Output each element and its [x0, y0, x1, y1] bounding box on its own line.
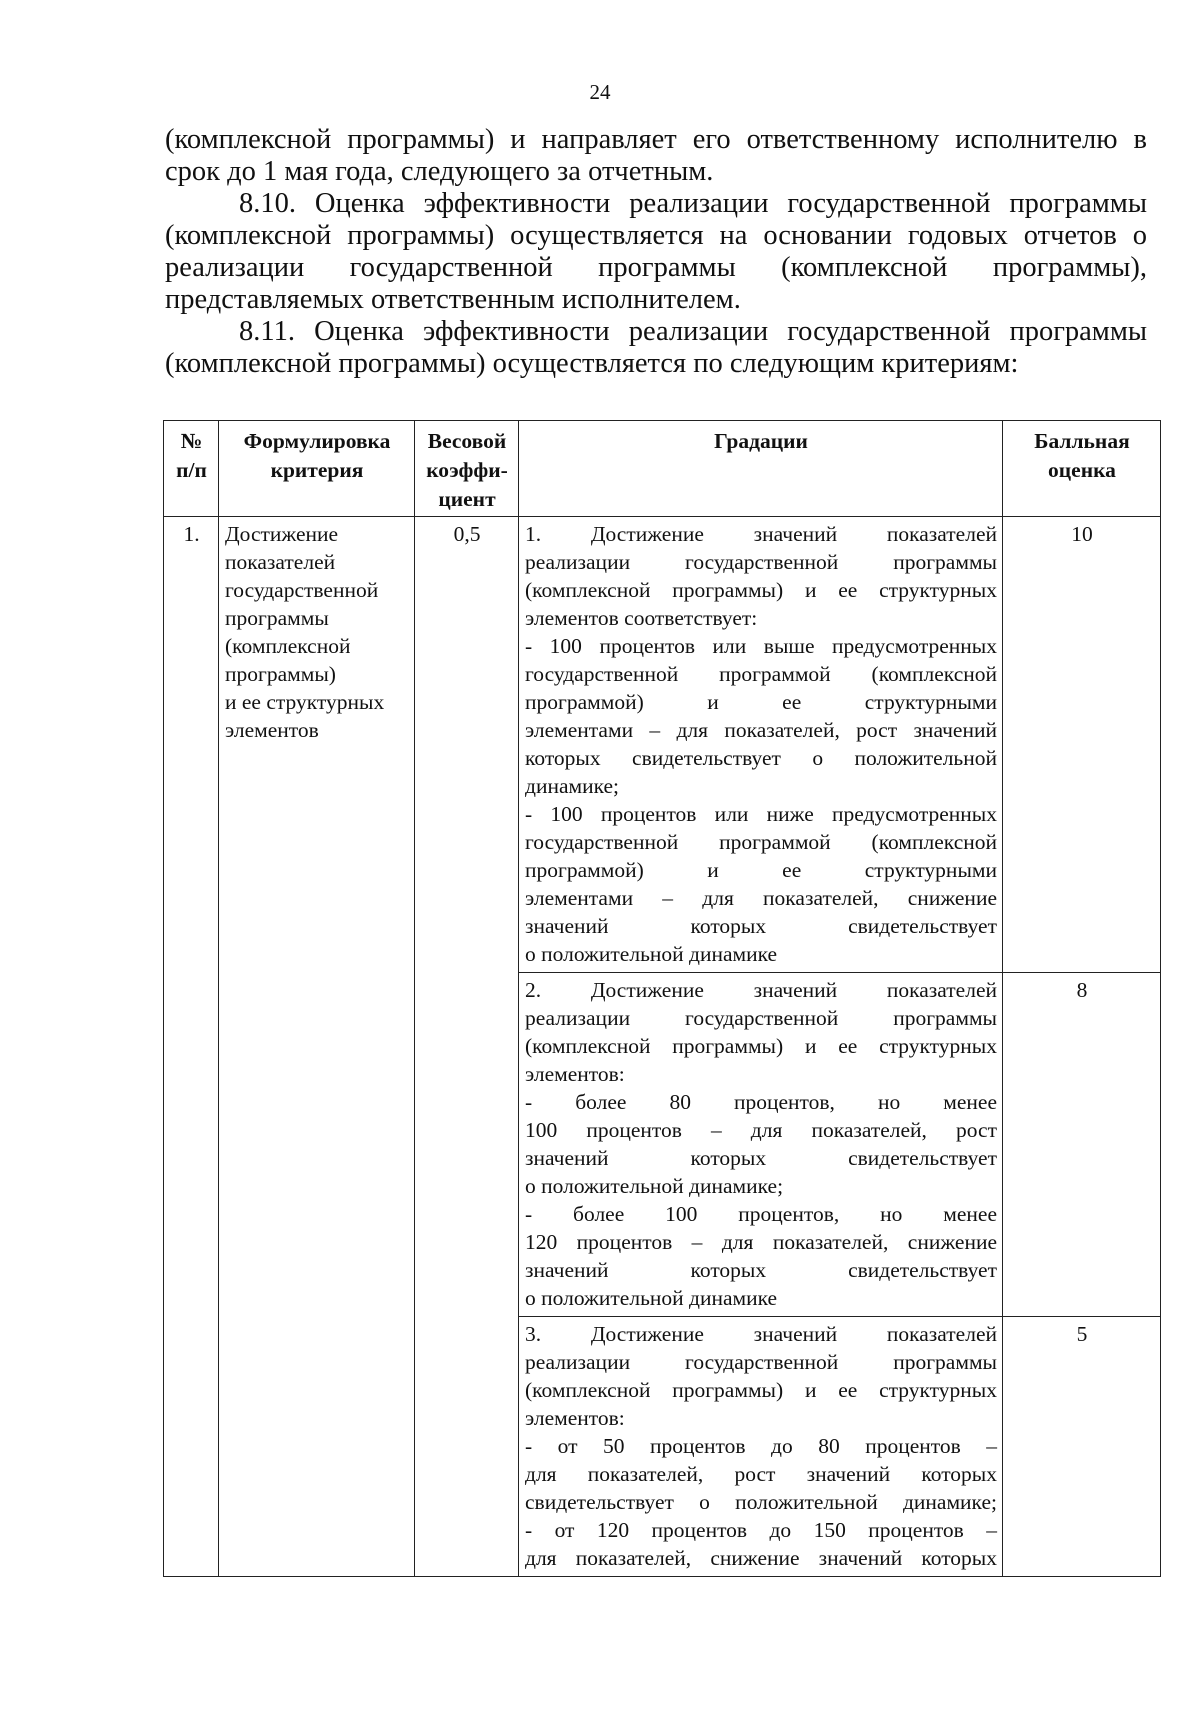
criterion-text	[219, 517, 415, 1577]
criterion-line: программы	[225, 606, 329, 630]
gradation-score: 5	[1003, 1317, 1161, 1577]
paragraph-8-11: 8.11. Оценка эффективности реализации государственной программы (комплексной программы) осуществляется по следующим критериям:	[165, 316, 1147, 379]
gradation-line: о положительной динамике;	[525, 1174, 784, 1198]
criteria-table	[163, 420, 1161, 1577]
gradation-line: элементов соответствует:	[525, 606, 758, 630]
gradation-text	[519, 1317, 1003, 1577]
criterion-line: и ее структурных	[225, 690, 385, 714]
gradation-line: - более 80 процентов, но менее	[525, 1090, 997, 1114]
page-number: 24	[589, 80, 611, 104]
gradation-line: (комплексной программы) и ее структурных	[525, 1034, 997, 1058]
gradation-line: (комплексной программы) и ее структурных	[525, 578, 997, 602]
header-num-line: п/п	[176, 458, 207, 482]
header-num-line: №	[180, 429, 203, 453]
gradation-line: государственной программой (комплексной	[525, 830, 997, 854]
gradation-line: реализации государственной программы	[525, 1350, 997, 1374]
gradation-line: 100 процентов – для показателей, рост	[525, 1118, 997, 1142]
table-header-row	[164, 421, 1161, 517]
header-criterion-line: Формулировка	[243, 429, 391, 453]
gradation-line: реализации государственной программы	[525, 550, 997, 574]
header-score-line: Балльная	[1034, 429, 1130, 453]
header-num	[164, 421, 219, 517]
gradation-score: 8	[1003, 973, 1161, 1317]
gradation-line: - более 100 процентов, но менее	[525, 1202, 997, 1226]
gradation-line: программой) и ее структурными	[525, 858, 997, 882]
gradation-line: 2. Достижение значений показателей	[525, 978, 997, 1002]
gradation-line: свидетельствует о положительной динамике;	[525, 1490, 997, 1514]
gradation-line: 1. Достижение значений показателей	[525, 522, 997, 546]
gradation-line: о положительной динамике	[525, 942, 778, 966]
criterion-line: программы)	[225, 662, 336, 686]
criterion-line: Достижение	[225, 522, 339, 546]
criterion-line: (комплексной	[225, 634, 351, 658]
gradation-line: реализации государственной программы	[525, 1006, 997, 1030]
gradation-line: значений которых свидетельствует	[525, 914, 997, 938]
gradation-line: государственной программой (комплексной	[525, 662, 997, 686]
header-weight	[415, 421, 519, 517]
header-weight-line: Весовой	[427, 429, 507, 453]
header-weight-line: коэффи-	[426, 458, 508, 482]
gradation-line: о положительной динамике	[525, 1286, 778, 1310]
gradation-line: для показателей, рост значений которых	[525, 1462, 997, 1486]
criterion-line: государственной	[225, 578, 379, 602]
gradation-line: - от 50 процентов до 80 процентов –	[525, 1434, 997, 1458]
gradation-line: - от 120 процентов до 150 процентов –	[525, 1518, 997, 1542]
paragraph-continuation: (комплексной программы) и направляет его ответственному исполнителю в срок до 1 мая года, следующего за отчетным.	[165, 124, 1147, 187]
weight-coefficient: 0,5	[415, 517, 519, 1577]
header-criterion	[219, 421, 415, 517]
header-criterion-line: критерия	[270, 458, 364, 482]
criterion-line: показателей	[225, 550, 336, 574]
gradation-score: 10	[1003, 517, 1161, 973]
gradation-line: значений которых свидетельствует	[525, 1258, 997, 1282]
gradation-line: - 100 процентов или ниже предусмотренных	[525, 802, 997, 826]
gradation-line: программой) и ее структурными	[525, 690, 997, 714]
gradation-line: - 100 процентов или выше предусмотренных	[525, 634, 997, 658]
header-gradations-line: Градации	[714, 429, 808, 453]
row-number: 1.	[164, 517, 219, 1577]
header-gradations	[519, 421, 1003, 517]
gradation-line: 3. Достижение значений показателей	[525, 1322, 997, 1346]
gradation-line: для показателей, снижение значений которых	[525, 1546, 997, 1570]
gradation-line: 120 процентов – для показателей, снижение	[525, 1230, 997, 1254]
gradation-text	[519, 517, 1003, 973]
header-score	[1003, 421, 1161, 517]
gradation-line: которых свидетельствует о положительной	[525, 746, 997, 770]
gradation-line: динамике;	[525, 774, 620, 798]
header-weight-line: циент	[438, 487, 496, 511]
body-text	[165, 124, 1147, 380]
header-score-line: оценка	[1048, 458, 1116, 482]
gradation-line: значений которых свидетельствует	[525, 1146, 997, 1170]
paragraph-8-10: 8.10. Оценка эффективности реализации государственной программы (комплексной программы) осуществляется на основании годовых отчетов о реализации государственной программы (комплексной программы), представляемых ответственным исполнителем.	[165, 188, 1147, 315]
gradation-text	[519, 973, 1003, 1317]
gradation-line: элементов:	[525, 1062, 625, 1086]
gradation-line: элементами – для показателей, снижение	[525, 886, 997, 910]
criterion-line: элементов	[225, 718, 319, 742]
gradation-line: (комплексной программы) и ее структурных	[525, 1378, 997, 1402]
table-row	[164, 517, 1161, 973]
gradation-line: элементов:	[525, 1406, 625, 1430]
gradation-line: элементами – для показателей, рост значений	[525, 718, 997, 742]
